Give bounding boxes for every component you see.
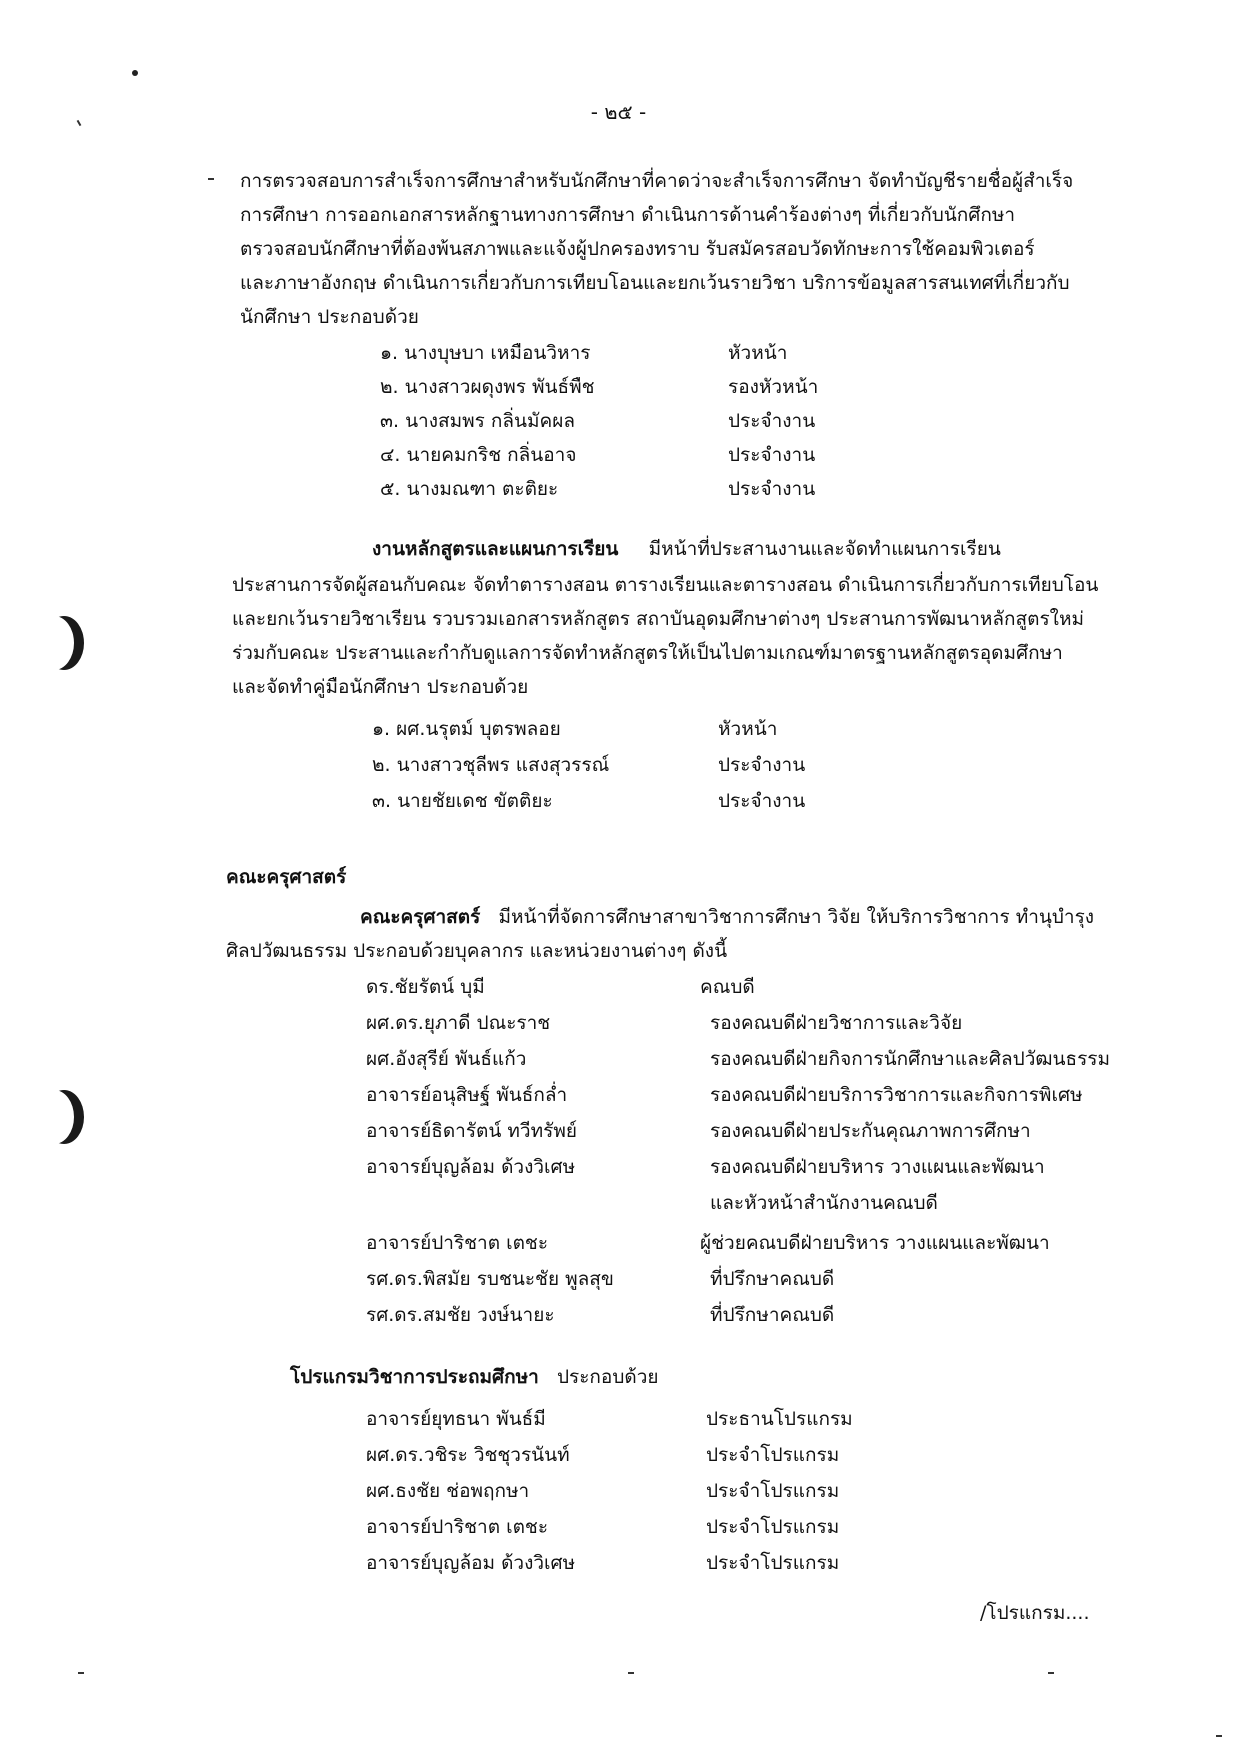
staff-name: ผศ.ดร.ยุภาดี ปณะราช	[366, 1012, 551, 1034]
program-heading-line	[290, 1362, 659, 1392]
faculty-intro-line	[360, 902, 1094, 932]
staff-name: อาจารย์ธิดารัตน์ ทวีทรัพย์	[366, 1120, 577, 1142]
program-member-role: ประจำโปรแกรม	[706, 1516, 840, 1538]
staff-name: ดร.ชัยรัตน์ บุมี	[366, 976, 485, 998]
program-member-name: ผศ.ดร.วชิระ วิชชุวรนันท์	[366, 1444, 570, 1466]
paragraph-line: การตรวจสอบการสำเร็จการศึกษาสำหรับนักศึกษาที่คาดว่าจะสำเร็จการศึกษา จัดทำบัญชีรายชื่อผู้สำเร็จ	[240, 170, 1074, 192]
member-name: ๑. นางบุษบา เหมือนวิหาร	[380, 342, 591, 364]
page-number: - ๒๕ -	[590, 100, 647, 124]
staff-name: อาจารย์ปาริชาต เตชะ	[366, 1232, 549, 1254]
scan-dot	[132, 70, 138, 76]
member-role: ประจำงาน	[728, 410, 816, 432]
member-name: ๒. นางสาวชุลีพร แสงสุวรรณ์	[372, 754, 610, 776]
member-name: ๓. นางสมพร กลิ่นมัคผล	[380, 410, 576, 432]
program-member-role: ประธานโปรแกรม	[706, 1408, 853, 1430]
program-member-name: อาจารย์บุญล้อม ด้วงวิเศษ	[366, 1552, 576, 1574]
member-role: รองหัวหน้า	[728, 376, 819, 398]
program-member-role: ประจำโปรแกรม	[706, 1480, 840, 1502]
paragraph-line: การศึกษา การออกเอกสารหลักฐานทางการศึกษา ดำเนินการด้านคำร้องต่างๆ ที่เกี่ยวกับนักศึกษา	[240, 204, 1016, 226]
member-name: ๔. นายคมกริช กลิ่นอาจ	[380, 444, 577, 466]
scan-mark	[628, 1672, 634, 1674]
staff-role: รองคณบดีฝ่ายบริหาร วางแผนและพัฒนา	[710, 1156, 1045, 1178]
scan-mark	[208, 178, 214, 180]
paragraph-line: นักศึกษา ประกอบด้วย	[240, 306, 419, 328]
member-role: หัวหน้า	[728, 342, 788, 364]
staff-role: ที่ปรึกษาคณบดี	[710, 1304, 835, 1326]
section2-heading-rest: มีหน้าที่ประสานงานและจัดทำแผนการเรียน	[648, 538, 1001, 560]
continuation-note: /โปรแกรม....	[980, 1602, 1090, 1624]
member-name: ๒. นางสาวผดุงพร พันธ์พืช	[380, 376, 595, 398]
paragraph-line: ประสานการจัดผู้สอนกับคณะ จัดทำตารางสอน ตารางเรียนและตารางสอน ดำเนินการเกี่ยวกับการเทียบโอน	[232, 574, 1099, 596]
staff-name: รศ.ดร.สมชัย วงษ์นายะ	[366, 1304, 555, 1326]
scan-mark	[78, 1672, 84, 1674]
scan-mark	[1216, 1735, 1222, 1737]
paragraph-line: และยกเว้นรายวิชาเรียน รวบรวมเอกสารหลักสูตร สถาบันอุดมศึกษาต่างๆ ประสานการพัฒนาหลักสูตรใหม่	[232, 608, 1085, 630]
program-heading-rest: ประกอบด้วย	[556, 1366, 659, 1388]
staff-role: รองคณบดีฝ่ายวิชาการและวิจัย	[710, 1012, 963, 1034]
faculty-intro-line2: ศิลปวัฒนธรรม ประกอบด้วยบุคลากร และหน่วยงานต่างๆ ดังนี้	[226, 940, 728, 962]
punch-hole-mark	[44, 1090, 84, 1144]
program-member-name: อาจารย์ปาริชาต เตชะ	[366, 1516, 549, 1538]
program-member-name: อาจารย์ยุทธนา พันธ์มี	[366, 1408, 546, 1430]
staff-name: ผศ.อังสุรีย์ พันธ์แก้ว	[366, 1048, 527, 1070]
member-role: ประจำงาน	[718, 790, 806, 812]
paragraph-line: ร่วมกับคณะ ประสานและกำกับดูแลการจัดทำหลักสูตรให้เป็นไปตามเกณฑ์มาตรฐานหลักสูตรอุดมศึกษา	[232, 642, 1063, 664]
staff-role: ที่ปรึกษาคณบดี	[710, 1268, 835, 1290]
program-member-name: ผศ.ธงชัย ช่อพฤกษา	[366, 1480, 530, 1502]
program-heading: โปรแกรมวิชาการประถมศึกษา	[290, 1366, 539, 1388]
faculty-intro-rest: มีหน้าที่จัดการศึกษาสาขาวิชาการศึกษา วิจัย ให้บริการวิชาการ ทำนุบำรุง	[498, 906, 1095, 928]
paragraph-line: ตรวจสอบนักศึกษาที่ต้องพ้นสภาพและแจ้งผู้ปกครองทราบ รับสมัครสอบวัดทักษะการใช้คอมพิวเตอร์	[240, 238, 1035, 260]
staff-role: คณบดี	[700, 976, 755, 998]
member-role: ประจำงาน	[728, 478, 816, 500]
member-role: ประจำงาน	[728, 444, 816, 466]
staff-name: อาจารย์อนุสิษฐ์ พันธ์กล่ำ	[366, 1084, 568, 1106]
staff-role: รองคณบดีฝ่ายประกันคุณภาพการศึกษา	[710, 1120, 1031, 1142]
section2-heading: งานหลักสูตรและแผนการเรียน	[372, 538, 619, 560]
staff-role: รองคณบดีฝ่ายกิจการนักศึกษาและศิลปวัฒนธรรม	[710, 1048, 1111, 1070]
section2-heading-line	[372, 534, 1001, 564]
staff-role: ผู้ช่วยคณบดีฝ่ายบริหาร วางแผนและพัฒนา	[700, 1232, 1050, 1254]
program-member-role: ประจำโปรแกรม	[706, 1552, 840, 1574]
punch-hole-mark	[44, 616, 84, 670]
staff-name: รศ.ดร.พิสมัย รบชนะชัย พูลสุข	[366, 1268, 614, 1290]
paragraph-line: และภาษาอังกฤษ ดำเนินการเกี่ยวกับการเทียบโอนและยกเว้นรายวิชา บริการข้อมูลสารสนเทศที่เกี่ยวกับ	[240, 272, 1070, 294]
scan-mark	[1048, 1672, 1054, 1674]
member-name: ๑. ผศ.นรุตม์ บุตรพลอย	[372, 718, 561, 740]
faculty-title: คณะครุศาสตร์	[226, 866, 347, 888]
member-name: ๕. นางมณฑา ตะติยะ	[380, 478, 559, 500]
staff-role: และหัวหน้าสำนักงานคณบดี	[710, 1192, 938, 1214]
paragraph-line: และจัดทำคู่มือนักศึกษา ประกอบด้วย	[232, 676, 529, 698]
faculty-intro-bold: คณะครุศาสตร์	[360, 906, 481, 928]
staff-name: อาจารย์บุญล้อม ด้วงวิเศษ	[366, 1156, 576, 1178]
member-role: ประจำงาน	[718, 754, 806, 776]
member-role: หัวหน้า	[718, 718, 778, 740]
program-member-role: ประจำโปรแกรม	[706, 1444, 840, 1466]
staff-role: รองคณบดีฝ่ายบริการวิชาการและกิจการพิเศษ	[710, 1084, 1083, 1106]
member-name: ๓. นายชัยเดช ขัตติยะ	[372, 790, 553, 812]
